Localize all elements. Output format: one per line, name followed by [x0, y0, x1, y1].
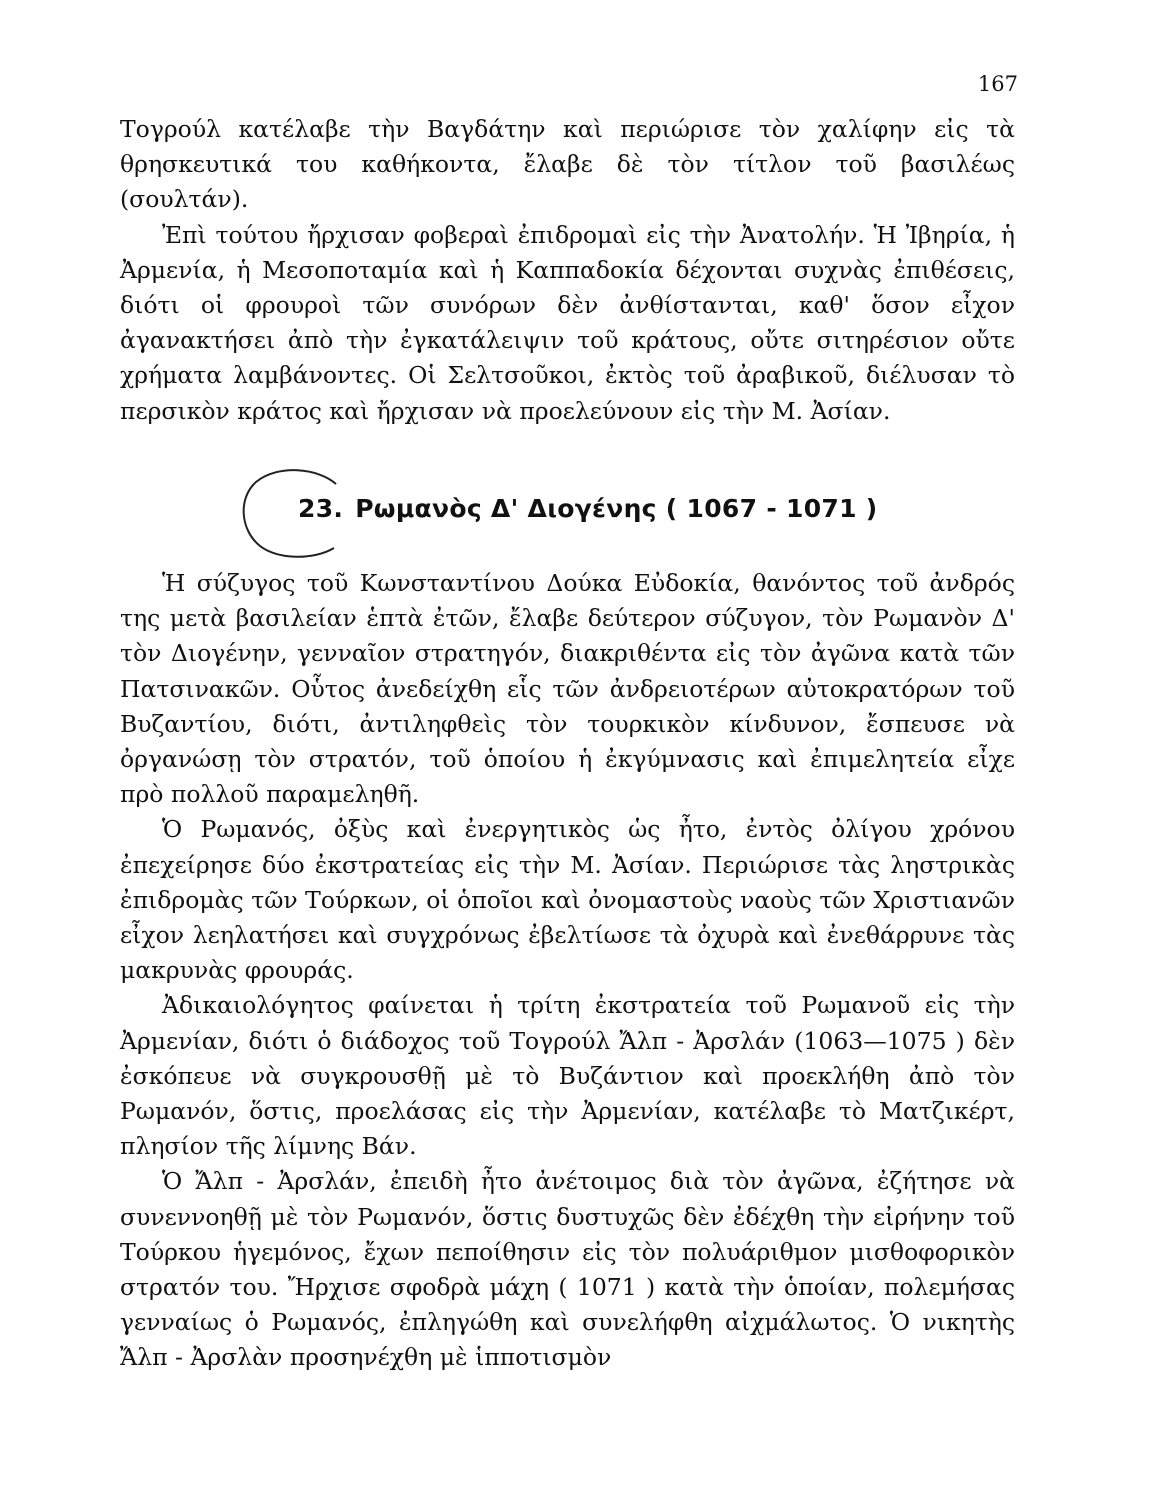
paragraph: Τογρούλ κατέλαβε τὴν Βαγδάτην καὶ περιώρισε τὸν χαλίφην εἰς τὰ θρησκευτικά του καθήκοντα, ἔλαβε δὲ τὸν τίτλον τοῦ βασιλέως (σουλτάν).	[120, 115, 1015, 214]
paragraph: Ἡ σύζυγος τοῦ Κωνσταντίνου Δούκα Εὐδοκία, θανόντος τοῦ ἀνδρός της μετὰ βασιλείαν ἑπτὰ ἐτῶν, ἔλαβε δεύτερον σύζυγον, τὸν Ρωμανὸν Δ' τὸν Διογένην, γενναῖον στρατηγόν, διακριθέντα εἰς τὸν ἀγῶνα κατὰ τῶν Πατσινακῶν. Οὗτος ἀνεδείχθη εἷς τῶν ἀνδρειοτέρων αὐτοκρατόρων τοῦ Βυζαντίου, διότι, ἀντιληφθεὶς τὸν τουρκικὸν κίνδυνον, ἔσπευσε νὰ ὀργανώσῃ τὸν στρατόν, τοῦ ὁποίου ἡ ἐκγύμνασις καὶ ἐπιμελητεία εἶχε πρὸ πολλοῦ παραμεληθῆ.	[120, 569, 1015, 809]
paragraph: Ἀδικαιολόγητος φαίνεται ἡ τρίτη ἐκστρατεία τοῦ Ρωμανοῦ εἰς τὴν Ἀρμενίαν, διότι ὁ διάδοχος τοῦ Τογρούλ Ἄλπ - Ἀρσλάν (1063—1075 ) δὲν ἐσκόπευε νὰ συγκρουσθῇ μὲ τὸ Βυζάντιον καὶ προεκλήθη ἀπὸ τὸν Ρωμανόν, ὅστις, προελάσας εἰς τὴν Ἀρμενίαν, κατέλαβε τὸ Ματζικέρτ, πλησίον τῆς λίμνης Βάν.	[120, 991, 1015, 1161]
paragraph: Ὁ Ρωμανός, ὀξὺς καὶ ἐνεργητικὸς ὡς ἦτο, ἐντὸς ὀλίγου χρόνου ἐπεχείρησε δύο ἐκστρατείας εἰς τὴν Μ. Ἀσίαν. Περιώρισε τὰς ληστρικὰς ἐπιδρομὰς τῶν Τούρκων, οἱ ὁποῖοι καὶ ὀνομαστοὺς ναοὺς τῶν Χριστιανῶν εἶχον λεηλατήσει καὶ συγχρόνως ἐβελτίωσε τὰ ὀχυρὰ καὶ ἐνεθάρρυνε τὰς μακρυνὰς φρουράς.	[120, 815, 1015, 985]
paragraph: Ὁ Ἄλπ - Ἀρσλάν, ἐπειδὴ ἦτο ἀνέτοιμος διὰ τὸν ἀγῶνα, ἐζήτησε νὰ συνεννοηθῇ μὲ τὸν Ρωμανόν, ὅστις δυστυχῶς δὲν ἐδέχθη τὴν εἰρήνην τοῦ Τούρκου ἡγεμόνος, ἔχων πεποίθησιν εἰς τὸν πολυάριθμον μισθοφορικὸν στρατόν του. Ἤρχισε σφοδρὰ μάχη ( 1071 ) κατὰ τὴν ὁποίαν, πολεμήσας γενναίως ὁ Ρωμανός, ἐπληγώθη καὶ συνελήφθη αἰχμάλωτος. Ὁ νικητὴς Ἄλπ - Ἀρσλὰν προσηνέχθη μὲ ἱπποτισμὸν	[120, 1167, 1015, 1372]
section-number: 23.	[298, 494, 344, 523]
section-title: Ρωμανὸς Δ' Διογένης ( 1067 - 1071 )	[355, 494, 878, 523]
section-heading	[298, 494, 890, 523]
page-number: 167	[977, 72, 1018, 96]
paragraph: Ἐπὶ τούτου ἤρχισαν φοβεραὶ ἐπιδρομαὶ εἰς τὴν Ἀνατολήν. Ἡ Ἰβηρία, ἡ Ἀρμενία, ἡ Μεσοποταμία καὶ ἡ Καππαδοκία δέχονται συχνὰς ἐπιθέσεις, διότι οἱ φρουροὶ τῶν συνόρων δὲν ἀνθίστανται, καθ' ὅσον εἶχον ἀγανακτήσει ἀπὸ τὴν ἐγκατάλειψιν τοῦ κράτους, οὔτε σιτηρέσιον οὔτε χρήματα λαμβάνοντες. Οἱ Σελτσοῦκοι, ἐκτὸς τοῦ ἀραβικοῦ, διέλυσαν τὸ περσικὸν κράτος καὶ ἤρχισαν νὰ προελεύνουν εἰς τὴν Μ. Ἀσίαν.	[120, 220, 1015, 425]
text-block-bottom	[120, 566, 1015, 1376]
text-block-top	[120, 112, 1015, 429]
